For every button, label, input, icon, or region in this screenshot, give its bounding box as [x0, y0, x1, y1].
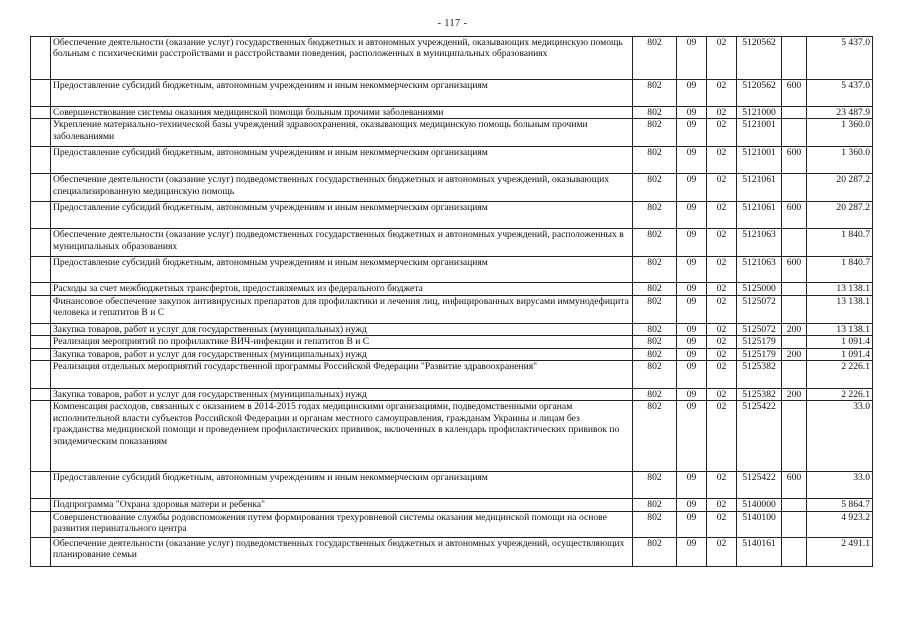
row-rz-cell: 09 [677, 229, 707, 257]
row-pr-cell: 02 [707, 283, 737, 295]
row-sum-cell: 1 091.4 [807, 336, 873, 348]
row-index-cell [31, 257, 51, 283]
table-row [31, 511, 873, 537]
table-row [31, 283, 873, 295]
row-pr-cell: 02 [707, 174, 737, 202]
row-rz-cell: 09 [677, 336, 707, 348]
row-sum-cell: 13 138.1 [807, 295, 873, 323]
row-name-cell: Укрепление материально-технической базы учреждений здравоохранения, оказывающих медицинскую помощь больным прочими заболеваниями [51, 119, 633, 147]
row-vr-cell [782, 37, 807, 80]
row-pr-cell: 02 [707, 401, 737, 472]
table-row [31, 499, 873, 511]
row-sum-cell: 4 923.2 [807, 511, 873, 537]
row-index-cell [31, 511, 51, 537]
row-pr-cell: 02 [707, 147, 737, 174]
row-name-cell: Финансовое обеспечение закупок антивирусных препаратов для профилактики и лечения лиц, инфицированных вирусами иммунодефицита человека и гепатитов В и С [51, 295, 633, 323]
table-row [31, 348, 873, 360]
table-row [31, 80, 873, 107]
table-row [31, 37, 873, 80]
table-row [31, 472, 873, 499]
row-sum-cell: 5 437.0 [807, 80, 873, 107]
row-rz-cell: 09 [677, 401, 707, 472]
row-csr-cell: 5125382 [737, 361, 782, 389]
budget-table [30, 36, 873, 567]
row-vr-cell [782, 336, 807, 348]
row-sum-cell: 2 226.1 [807, 361, 873, 389]
row-pr-cell: 02 [707, 37, 737, 80]
row-vr-cell [782, 119, 807, 147]
row-ved-cell: 802 [633, 499, 677, 511]
row-sum-cell: 2 226.1 [807, 389, 873, 401]
row-vr-cell [782, 229, 807, 257]
row-name-cell: Реализация отдельных мероприятий государственной программы Российской Федерации "Развитие здравоохранения" [51, 361, 633, 389]
row-index-cell [31, 361, 51, 389]
row-ved-cell: 802 [633, 361, 677, 389]
row-vr-cell: 600 [782, 202, 807, 229]
row-name-cell: Предоставление субсидий бюджетным, автономным учреждениям и иным некоммерческим организациям [51, 80, 633, 107]
row-ved-cell: 802 [633, 257, 677, 283]
row-ved-cell: 802 [633, 107, 677, 119]
table-row [31, 537, 873, 566]
row-index-cell [31, 401, 51, 472]
row-csr-cell: 5140100 [737, 511, 782, 537]
row-pr-cell: 02 [707, 472, 737, 499]
row-pr-cell: 02 [707, 336, 737, 348]
row-csr-cell: 5125072 [737, 295, 782, 323]
row-pr-cell: 02 [707, 499, 737, 511]
row-ved-cell: 802 [633, 119, 677, 147]
row-ved-cell: 802 [633, 80, 677, 107]
row-name-cell: Закупка товаров, работ и услуг для государственных (муниципальных) нужд [51, 323, 633, 335]
row-pr-cell: 02 [707, 257, 737, 283]
row-rz-cell: 09 [677, 174, 707, 202]
row-pr-cell: 02 [707, 511, 737, 537]
row-ved-cell: 802 [633, 283, 677, 295]
row-rz-cell: 09 [677, 283, 707, 295]
row-name-cell: Предоставление субсидий бюджетным, автономным учреждениям и иным некоммерческим организациям [51, 147, 633, 174]
row-pr-cell: 02 [707, 295, 737, 323]
row-sum-cell: 1 360.0 [807, 119, 873, 147]
row-name-cell: Совершенствование службы родовспоможения путем формирования трехуровневой системы оказания медицинской помощи на основе развития перинатального центра [51, 511, 633, 537]
table-row [31, 389, 873, 401]
row-index-cell [31, 107, 51, 119]
row-rz-cell: 09 [677, 323, 707, 335]
row-name-cell: Обеспечение деятельности (оказание услуг) подведомственных государственных бюджетных и автономных учреждений, оказывающих специализированную медицинскую помощь [51, 174, 633, 202]
row-vr-cell [782, 537, 807, 566]
table-row [31, 336, 873, 348]
row-csr-cell: 5120562 [737, 80, 782, 107]
row-name-cell: Реализация мероприятий по профилактике ВИЧ-инфекции и гепатитов В и С [51, 336, 633, 348]
row-index-cell [31, 202, 51, 229]
row-index-cell [31, 229, 51, 257]
row-index-cell [31, 348, 51, 360]
row-vr-cell: 200 [782, 389, 807, 401]
row-pr-cell: 02 [707, 202, 737, 229]
row-sum-cell: 13 138.1 [807, 323, 873, 335]
row-name-cell: Предоставление субсидий бюджетным, автономным учреждениям и иным некоммерческим организациям [51, 257, 633, 283]
row-index-cell [31, 147, 51, 174]
row-rz-cell: 09 [677, 472, 707, 499]
row-index-cell [31, 336, 51, 348]
row-vr-cell [782, 511, 807, 537]
row-csr-cell: 5121063 [737, 229, 782, 257]
page-number: - 117 - [437, 18, 468, 29]
row-ved-cell: 802 [633, 472, 677, 499]
row-name-cell: Обеспечение деятельности (оказание услуг) подведомственных государственных бюджетных и автономных учреждений, осуществляющих планирование семьи [51, 537, 633, 566]
row-ved-cell: 802 [633, 295, 677, 323]
row-rz-cell: 09 [677, 499, 707, 511]
row-csr-cell: 5121001 [737, 147, 782, 174]
row-rz-cell: 09 [677, 361, 707, 389]
row-name-cell: Предоставление субсидий бюджетным, автономным учреждениям и иным некоммерческим организациям [51, 202, 633, 229]
row-csr-cell: 5121061 [737, 202, 782, 229]
row-rz-cell: 09 [677, 537, 707, 566]
row-ved-cell: 802 [633, 323, 677, 335]
table-row [31, 295, 873, 323]
row-csr-cell: 5120562 [737, 37, 782, 80]
row-vr-cell: 600 [782, 257, 807, 283]
row-sum-cell: 1 360.0 [807, 147, 873, 174]
row-sum-cell: 1 840.7 [807, 229, 873, 257]
table-row [31, 229, 873, 257]
row-rz-cell: 09 [677, 107, 707, 119]
row-rz-cell: 09 [677, 147, 707, 174]
row-vr-cell: 200 [782, 348, 807, 360]
row-sum-cell: 5 864.7 [807, 499, 873, 511]
row-csr-cell: 5125000 [737, 283, 782, 295]
row-index-cell [31, 37, 51, 80]
row-rz-cell: 09 [677, 389, 707, 401]
table-row [31, 323, 873, 335]
row-csr-cell: 5125179 [737, 336, 782, 348]
row-index-cell [31, 323, 51, 335]
row-rz-cell: 09 [677, 202, 707, 229]
table-row [31, 119, 873, 147]
row-vr-cell [782, 295, 807, 323]
row-csr-cell: 5125179 [737, 348, 782, 360]
row-csr-cell: 5140000 [737, 499, 782, 511]
row-sum-cell: 20 287.2 [807, 202, 873, 229]
row-pr-cell: 02 [707, 119, 737, 147]
row-sum-cell: 20 287.2 [807, 174, 873, 202]
row-name-cell: Совершенствование системы оказания медицинской помощи больным прочими заболеваниями [51, 107, 633, 119]
row-rz-cell: 09 [677, 80, 707, 107]
row-ved-cell: 802 [633, 537, 677, 566]
row-index-cell [31, 295, 51, 323]
row-csr-cell: 5140161 [737, 537, 782, 566]
row-csr-cell: 5125422 [737, 401, 782, 472]
row-name-cell: Обеспечение деятельности (оказание услуг) подведомственных государственных бюджетных и автономных учреждений, расположенных в муниципальных образованиях [51, 229, 633, 257]
row-rz-cell: 09 [677, 295, 707, 323]
row-pr-cell: 02 [707, 229, 737, 257]
row-csr-cell: 5125072 [737, 323, 782, 335]
row-ved-cell: 802 [633, 401, 677, 472]
table-row [31, 401, 873, 472]
row-index-cell [31, 174, 51, 202]
row-ved-cell: 802 [633, 389, 677, 401]
table-row [31, 361, 873, 389]
row-vr-cell: 600 [782, 147, 807, 174]
row-csr-cell: 5121063 [737, 257, 782, 283]
row-vr-cell [782, 401, 807, 472]
table-row [31, 147, 873, 174]
row-pr-cell: 02 [707, 361, 737, 389]
row-index-cell [31, 80, 51, 107]
row-pr-cell: 02 [707, 80, 737, 107]
row-csr-cell: 5121000 [737, 107, 782, 119]
row-vr-cell: 600 [782, 472, 807, 499]
row-sum-cell: 23 487.9 [807, 107, 873, 119]
row-sum-cell: 5 437.0 [807, 37, 873, 80]
row-sum-cell: 13 138.1 [807, 283, 873, 295]
row-index-cell [31, 389, 51, 401]
row-ved-cell: 802 [633, 229, 677, 257]
row-name-cell: Предоставление субсидий бюджетным, автономным учреждениям и иным некоммерческим организациям [51, 472, 633, 499]
row-name-cell: Закупка товаров, работ и услуг для государственных (муниципальных) нужд [51, 389, 633, 401]
table-row [31, 257, 873, 283]
row-rz-cell: 09 [677, 37, 707, 80]
row-name-cell: Компенсация расходов, связанных с оказанием в 2014-2015 годах медицинскими организациями, подведомственными органам исполнительной власти субъектов Российской Федерации и органам местного самоуправления, гражданам Украины и лицам без гражданства медицинской помощи и проведением профилактических прививок, включенных в календарь профилактических прививок по эпидемическим показаниям [51, 401, 633, 472]
row-csr-cell: 5121061 [737, 174, 782, 202]
row-ved-cell: 802 [633, 202, 677, 229]
row-pr-cell: 02 [707, 323, 737, 335]
row-ved-cell: 802 [633, 37, 677, 80]
table-row [31, 174, 873, 202]
row-index-cell [31, 499, 51, 511]
row-sum-cell: 33.0 [807, 401, 873, 472]
row-vr-cell [782, 174, 807, 202]
row-vr-cell [782, 283, 807, 295]
row-sum-cell: 1 091.4 [807, 348, 873, 360]
row-rz-cell: 09 [677, 119, 707, 147]
row-csr-cell: 5121001 [737, 119, 782, 147]
row-vr-cell: 200 [782, 323, 807, 335]
row-rz-cell: 09 [677, 257, 707, 283]
row-name-cell: Подпрограмма "Охрана здоровья матери и ребенка" [51, 499, 633, 511]
row-rz-cell: 09 [677, 511, 707, 537]
row-rz-cell: 09 [677, 348, 707, 360]
row-vr-cell [782, 361, 807, 389]
row-ved-cell: 802 [633, 511, 677, 537]
row-name-cell: Расходы за счет межбюджетных трансфертов, предоставляемых из федерального бюджета [51, 283, 633, 295]
row-vr-cell: 600 [782, 80, 807, 107]
row-pr-cell: 02 [707, 537, 737, 566]
row-pr-cell: 02 [707, 348, 737, 360]
row-vr-cell [782, 107, 807, 119]
row-sum-cell: 33.0 [807, 472, 873, 499]
row-sum-cell: 1 840.7 [807, 257, 873, 283]
row-index-cell [31, 283, 51, 295]
table-row [31, 202, 873, 229]
row-csr-cell: 5125422 [737, 472, 782, 499]
table-row [31, 107, 873, 119]
row-index-cell [31, 537, 51, 566]
row-csr-cell: 5125382 [737, 389, 782, 401]
row-pr-cell: 02 [707, 107, 737, 119]
row-name-cell: Обеспечение деятельности (оказание услуг) государственных бюджетных и автономных учреждений, оказывающих медицинскую помощь больным с психическими расстройствами и расстройствами поведения, расположенных в муниципальных образованиях [51, 37, 633, 80]
row-pr-cell: 02 [707, 389, 737, 401]
row-index-cell [31, 119, 51, 147]
row-ved-cell: 802 [633, 174, 677, 202]
row-ved-cell: 802 [633, 336, 677, 348]
row-ved-cell: 802 [633, 348, 677, 360]
row-ved-cell: 802 [633, 147, 677, 174]
row-sum-cell: 2 491.1 [807, 537, 873, 566]
row-vr-cell [782, 499, 807, 511]
row-index-cell [31, 472, 51, 499]
row-name-cell: Закупка товаров, работ и услуг для государственных (муниципальных) нужд [51, 348, 633, 360]
